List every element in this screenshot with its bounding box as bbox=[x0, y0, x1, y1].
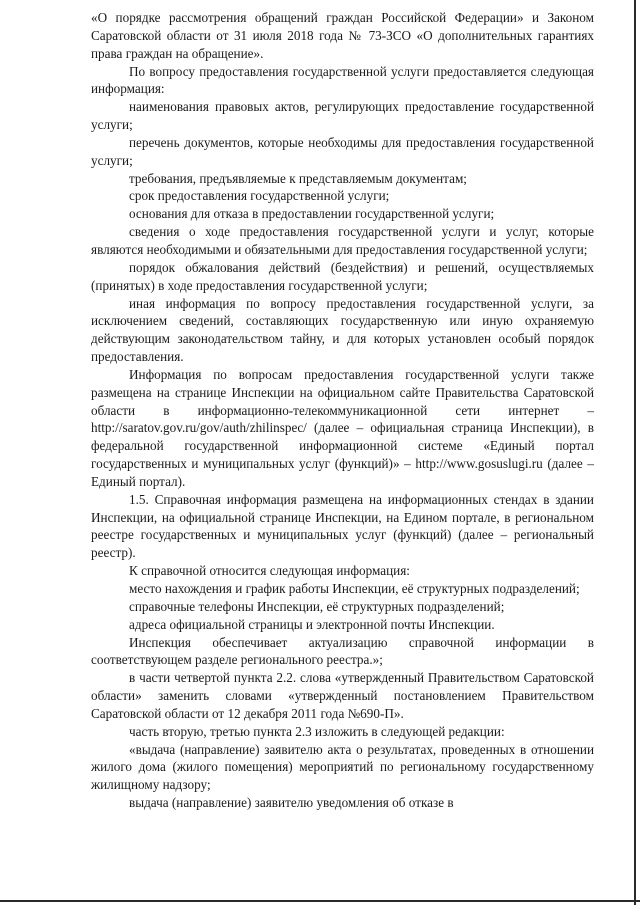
list-item-refusal-notice: выдача (направление) заявителю уведомления об отказе в bbox=[129, 795, 454, 811]
list-item-legal-acts: наименования правовых актов, регулирующих предоставление государственной услуги; bbox=[91, 99, 594, 133]
list-item-term: срок предоставления государственной услуги; bbox=[129, 188, 390, 204]
list-item-progress-info: сведения о ходе предоставления государственной услуги и услуг, которые являются необходимыми и обязательными для предоставления государственной услуги; bbox=[91, 224, 594, 257]
paragraph-actualization: Инспекция обеспечивает актуализацию справочной информации в соответствующем разделе регионального реестра.»; bbox=[91, 634, 594, 668]
paragraph-amend-2-2: в части четвертой пункта 2.2. слова «утвержденный Правительством Саратовской области» заменить словами «утвержденный постановлением Правительством Саратовской области от 12 декабря 2011 года №690-П». bbox=[91, 670, 594, 721]
list-item-refusal-grounds: основания для отказа в предоставлении государственной услуги; bbox=[129, 206, 495, 222]
list-item-requirements: требования, предъявляемые к представляемым документам; bbox=[129, 170, 467, 186]
list-item-documents: перечень документов, которые необходимы для предоставления государственной услуги; bbox=[91, 134, 594, 168]
paragraph-section-1-5: 1.5. Справочная информация размещена на информационных стендах в здании Инспекции, на официальной странице Инспекции, на Едином портале, в региональном реестре государственных и муниципальных услуг (функций) (далее – региональный реестр). bbox=[91, 491, 594, 561]
paragraph-amend-2-3: часть вторую, третью пункта 2.3 изложить в следующей редакции: bbox=[129, 723, 505, 739]
list-item-addresses: адреса официальной страницы и электронной почты Инспекции. bbox=[129, 616, 495, 632]
document-body bbox=[91, 9, 594, 812]
list-item-phones: справочные телефоны Инспекции, её структурных подразделений; bbox=[129, 598, 505, 614]
paragraph-info-provided: По вопросу предоставления государственной услуги предоставляется следующая информация: bbox=[91, 63, 594, 97]
list-item-location-schedule: место нахождения и график работы Инспекции, её структурных подразделений; bbox=[129, 581, 580, 596]
list-item-appeal-procedure: порядок обжалования действий (бездействия) и решений, осуществляемых (принятых) в ходе предоставления государственной услуги; bbox=[91, 259, 594, 293]
paragraph-reference-info: К справочной относится следующая информация: bbox=[129, 563, 410, 579]
list-item-act-issuance: «выдача (направление) заявителю акта о результатах, проведенных в отношении жилого дома (жилого помещения) мероприятий по региональному государственному жилищному надзору; bbox=[91, 741, 594, 793]
list-item-other-info: иная информация по вопросу предоставления государственной услуги, за исключением сведений, составляющих государственную или иную охраняемую действующим законодательством тайну, и для которых установлен особый порядок предоставления. bbox=[91, 295, 594, 365]
paragraph-intro-reference: «О порядке рассмотрения обращений граждан Российской Федерации» и Законом Саратовской области от 31 июля 2018 года № 73-ЗСО «О дополнительных гарантиях права граждан на обращение». bbox=[91, 10, 594, 61]
paragraph-online-info: Информация по вопросам предоставления государственной услуги также размещена на странице Инспекции на официальном сайте Правительства Саратовской области в информационно-телекоммуникационной сети интернет – http://saratov.gov.ru/gov/auth/zhilinspec/ (далее – официальная страница Инспекции), в федеральной государственной информационной системе «Единый портал государственных и муниципальных услуг (функций)» – http://www.gosuslugi.ru (далее – Единый портал). bbox=[91, 366, 594, 489]
scan-edge-right bbox=[634, 0, 636, 905]
scan-edge-bottom bbox=[0, 900, 640, 902]
